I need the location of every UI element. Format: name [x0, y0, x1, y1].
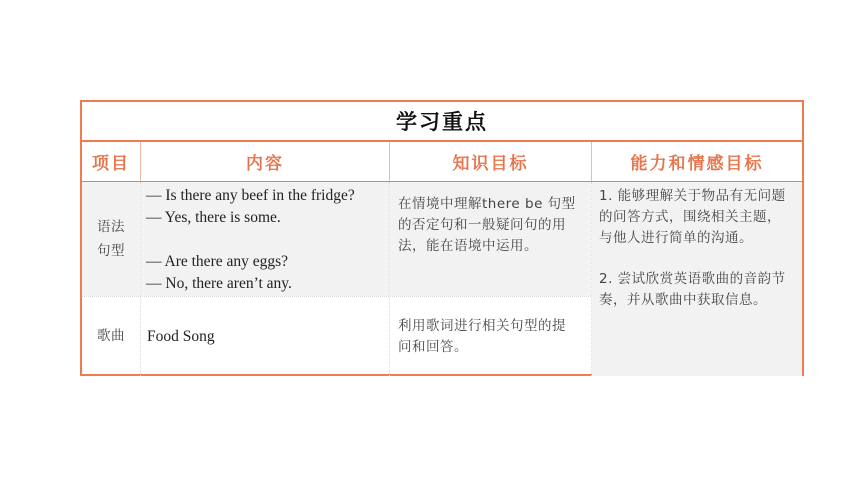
row-grammar-knowledge: 在情境中理解there be 句型的否定句和一般疑问句的用法，能在语境中运用。: [390, 182, 591, 296]
dialogue-line: — Yes, there is some.: [146, 209, 281, 226]
header-ability-goal: 能力和情感目标: [630, 154, 764, 174]
ability-goal-1: 1. 能够理解关于物品有无问题的问答方式，围绕相关主题，与他人进行简单的沟通。: [599, 188, 786, 246]
header-item: 项目: [92, 154, 130, 174]
row-song-knowledge: 利用歌词进行相关句型的提问和回答。: [398, 318, 566, 355]
row-song-content: Food Song: [147, 327, 215, 345]
dialogue-line: — Is there any beef in the fridge?: [146, 187, 355, 204]
table-title: 学习重点: [82, 102, 802, 142]
learning-focus-table: [80, 100, 804, 376]
row-grammar-content: [141, 182, 389, 296]
dialogue-line: — No, there aren’t any.: [146, 275, 292, 292]
dialogue-line: [146, 229, 389, 251]
ability-goal-2: 2. 尝试欣赏英语歌曲的音韵节奏，并从歌曲中获取信息。: [599, 271, 786, 308]
header-row: [82, 142, 802, 182]
ability-goals: [592, 182, 802, 376]
header-knowledge-goal: 知识目标: [452, 154, 529, 174]
row-grammar-item: 语法句型: [82, 182, 140, 296]
header-content: 内容: [246, 154, 284, 174]
dialogue-line: — Are there any eggs?: [146, 253, 289, 270]
row-song-item: 歌曲: [97, 328, 125, 344]
